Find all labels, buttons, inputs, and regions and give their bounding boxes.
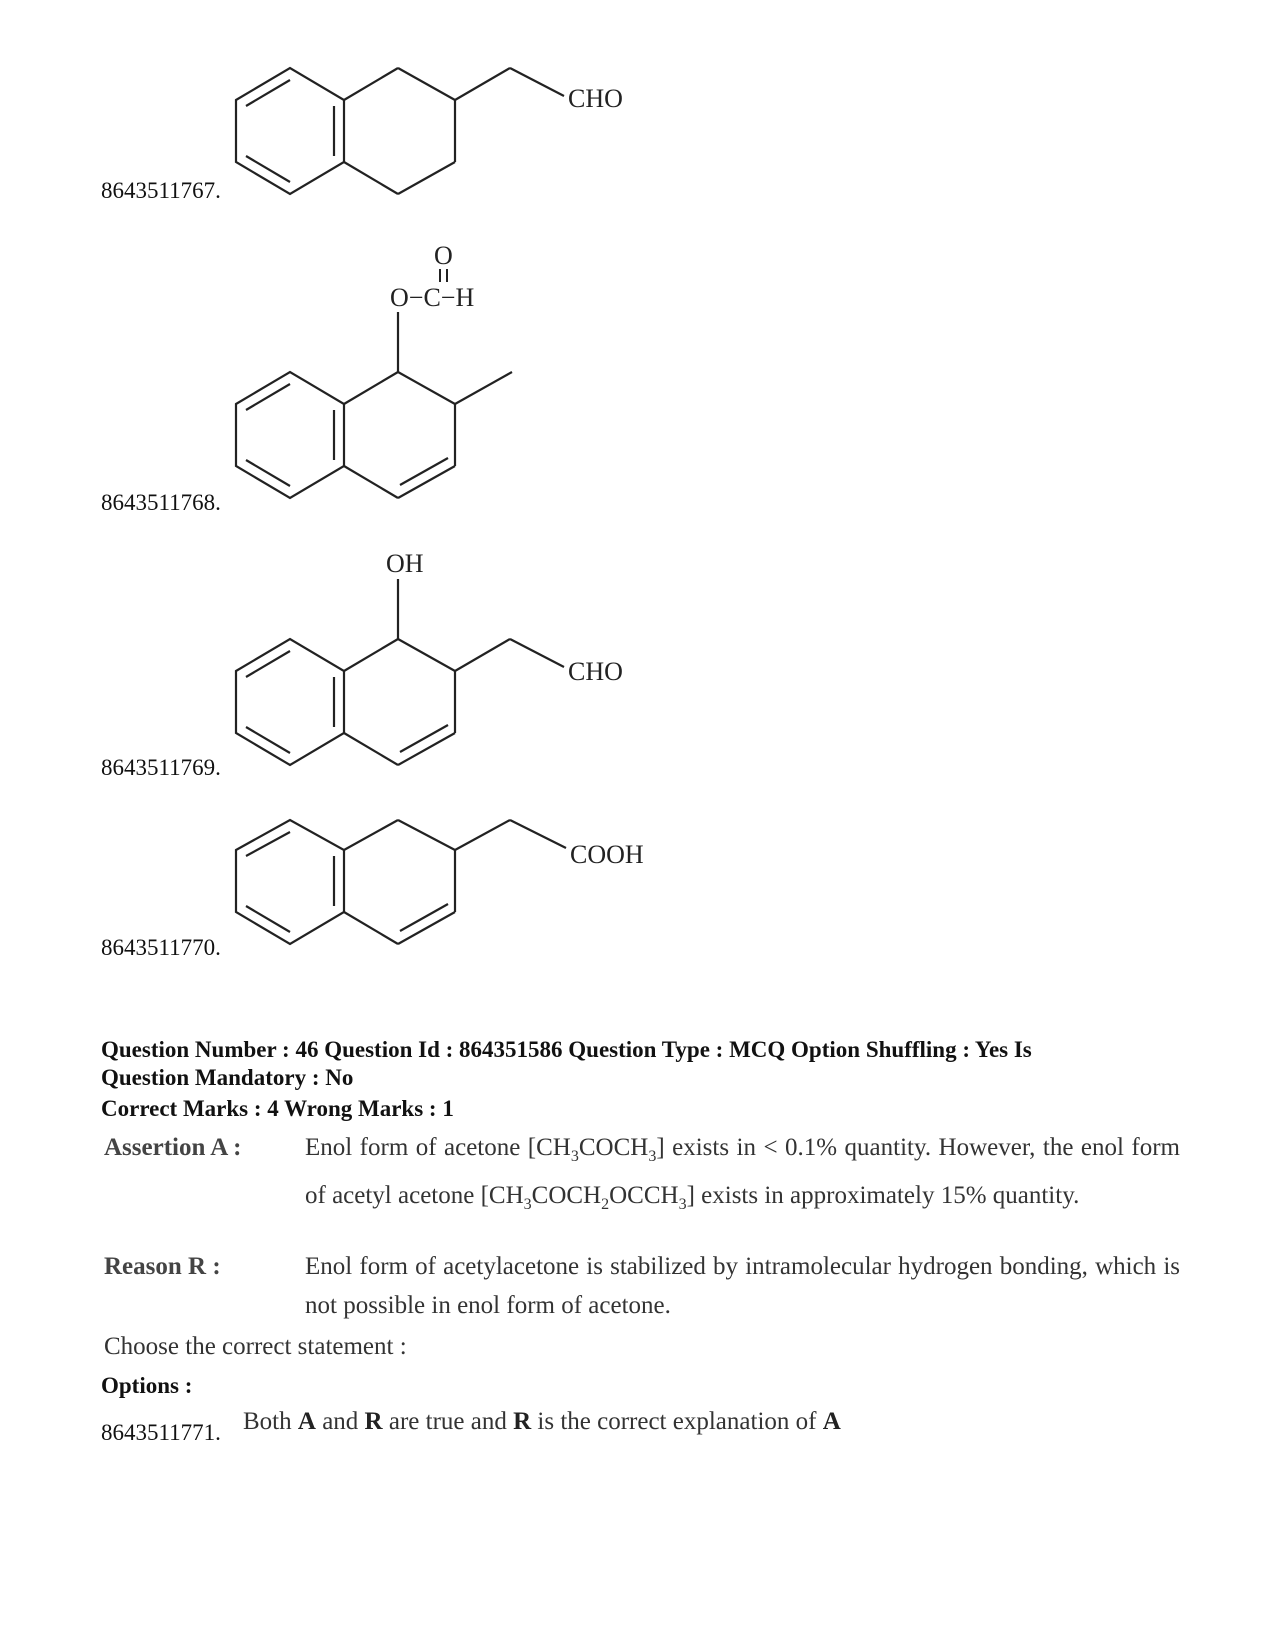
structure-option-2 xyxy=(230,238,650,508)
carbonyl-o-label: O xyxy=(434,241,453,270)
structure-option-3 xyxy=(230,545,650,775)
assertion-text: Enol form of acetone $[CH_3COCH_3]$ exists in < 0.1% quantity. However, the enol form of acetyl acetone $[CH_3COCH_2OCCH_3]$ exists in approximately 15% quantity. xyxy=(305,1134,1180,1213)
question-header xyxy=(101,1036,1032,1092)
reason-text: Enol form of acetylacetone is stabilized by intramolecular hydrogen bonding, which is not possible in enol form of acetone. xyxy=(305,1253,1180,1319)
cho-label: CHO xyxy=(568,657,623,686)
structure-3-svg xyxy=(230,545,650,775)
option-id: 8643511767. xyxy=(101,178,221,203)
cho-label: CHO xyxy=(568,84,623,113)
option-id: 8643511771. xyxy=(101,1420,221,1445)
option-id: 8643511768. xyxy=(101,490,221,515)
options-label: Options : xyxy=(101,1373,193,1398)
structure-option-1 xyxy=(230,60,650,200)
question-header-line-2: Question Mandatory : No xyxy=(101,1065,354,1090)
option-id: 8643511770. xyxy=(101,935,221,960)
option-id: 8643511769. xyxy=(101,755,221,780)
question-prompt: Choose the correct statement : xyxy=(104,1333,407,1360)
reason-label: Reason R : xyxy=(104,1253,221,1280)
structure-2-svg xyxy=(230,238,650,508)
structure-option-4 xyxy=(230,818,670,958)
oh-label: OH xyxy=(386,549,424,578)
marks-line: Correct Marks : 4 Wrong Marks : 1 xyxy=(101,1096,454,1121)
assertion-label: Assertion A : xyxy=(104,1134,242,1161)
structure-1-svg xyxy=(230,60,650,200)
cooh-label: COOH xyxy=(570,840,644,869)
question-header-line-1: Question Number : 46 Question Id : 864351586 Question Type : MCQ Option Shuffling : Yes Is xyxy=(101,1037,1032,1062)
formate-chain-label: O−C−H xyxy=(390,283,475,312)
structure-4-svg xyxy=(230,818,670,958)
option-1-text: Both A and R are true and R is the correct explanation of A xyxy=(243,1408,841,1435)
